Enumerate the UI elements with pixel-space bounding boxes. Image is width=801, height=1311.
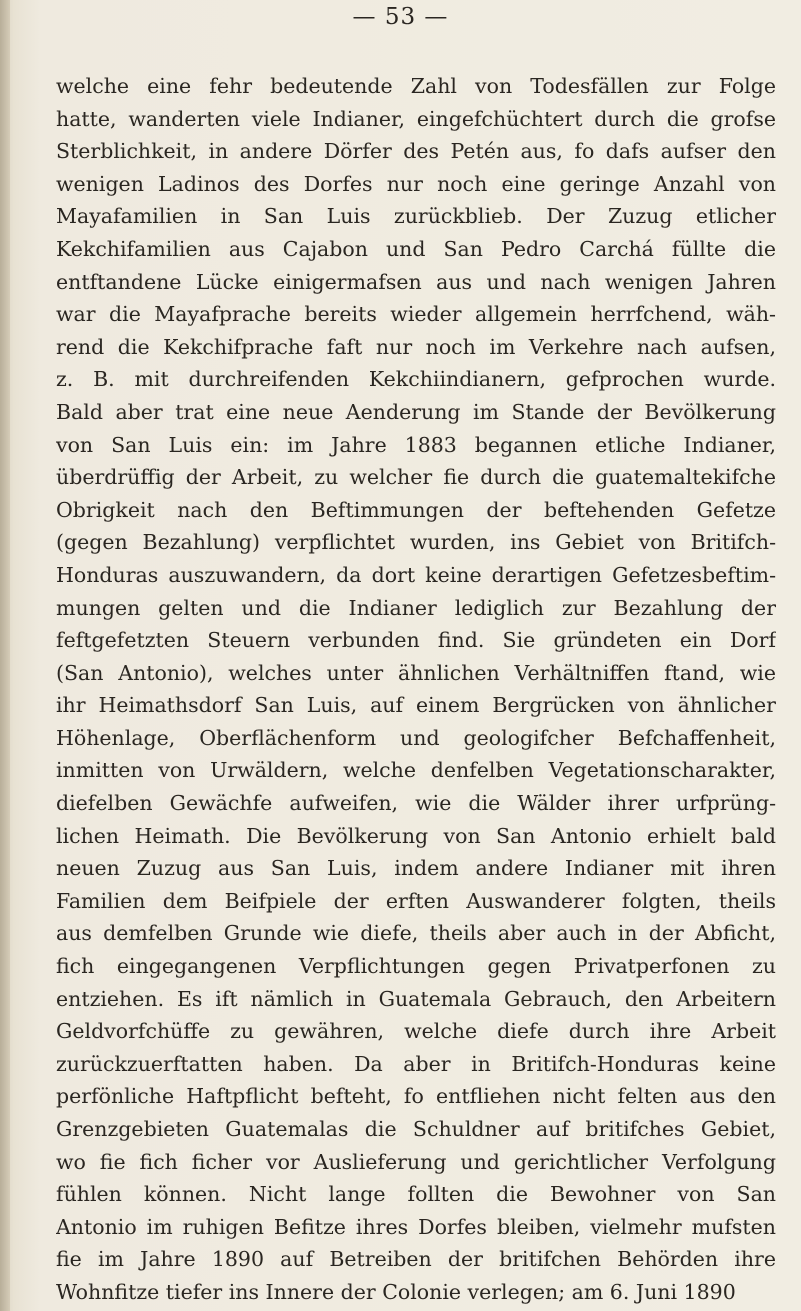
text-line: lichen Heimath. Die Bevölkerung von San Antonio erhielt bald [56,823,776,848]
body-text [56,70,776,1309]
text-line: rend die Kekchifprache faft nur noch im Verkehre nach aufsen, [56,334,776,359]
text-line: Mayafamilien in San Luis zurückblieb. Der Zuzug etlicher [56,204,776,229]
text-line: Wohnfitze tiefer ins Innere der Colonie verlegen; am 6. Juni 1890 [56,1279,736,1304]
text-line: ihr Heimathsdorf San Luis, auf einem Bergrücken von ähnlicher [56,693,776,718]
text-line: welche eine fehr bedeutende Zahl von Todesfällen zur Folge [56,74,776,98]
page-number: — 53 — [352,4,449,30]
text-line: Kekchifamilien aus Cajabon und San Pedro Carchá füllte die [56,236,776,261]
text-line: fich eingegangenen Verpflichtungen gegen Privatperfonen zu [56,954,776,979]
text-line: perfönliche Haftpflicht befteht, fo entfliehen nicht felten aus den [56,1084,776,1109]
text-line: Höhenlage, Oberflächenform und geologifcher Befchaffenheit, [56,725,776,750]
text-line: Bald aber trat eine neue Aenderung im Stande der Bevölkerung [56,399,776,424]
text-line: Antonio im ruhigen Befitze ihres Dorfes bleiben, vielmehr mufsten [56,1214,776,1239]
text-line: inmitten von Urwäldern, welche denfelben Vegetationscharakter, [56,758,776,783]
text-line: neuen Zuzug aus San Luis, indem andere Indianer mit ihren [56,856,776,881]
text-line: (San Antonio), welches unter ähnlichen Verhältniffen ftand, wie [56,660,776,685]
text-line: feftgefetzten Steuern verbunden find. Sie gründeten ein Dorf [56,628,776,653]
text-line: mungen gelten und die Indianer lediglich zur Bezahlung der [56,595,776,620]
text-line: entftandene Lücke einigermafsen aus und nach wenigen Jahren [56,269,776,294]
text-line: wenigen Ladinos des Dorfes nur noch eine geringe Anzahl von [56,171,776,196]
text-line: zurückzuerftatten haben. Da aber in Britifch-Honduras keine [56,1051,776,1076]
text-line: von San Luis ein: im Jahre 1883 begannen etliche Indianer, [56,432,776,457]
text-line: überdrüffig der Arbeit, zu welcher fie durch die guatemaltekifche [56,465,776,490]
text-line: Honduras auszuwandern, da dort keine derartigen Gefetzesbeftim- [56,562,776,587]
text-line: Familien dem Beifpiele der erften Auswanderer folgten, theils [56,888,776,913]
text-line: hatte, wanderten viele Indianer, eingefchüchtert durch die grofse [56,106,776,131]
text-line: Grenzgebieten Guatemalas die Schuldner auf britifches Gebiet, [56,1117,776,1141]
text-line: entziehen. Es ift nämlich in Guatemala Gebrauch, den Arbeitern [56,986,776,1011]
text-line: aus demfelben Grunde wie diefe, theils aber auch in der Abficht, [56,921,776,946]
text-line: fühlen können. Nicht lange follten die Bewohner von San [56,1182,776,1207]
text-line: Sterblichkeit, in andere Dörfer des Petén aus, fo dafs aufser den [56,139,776,164]
text-line: (gegen Bezahlung) verpflichtet wurden, ins Gebiet von Britifch- [56,530,776,555]
text-line: z. B. mit durchreifenden Kekchiindianern, gefprochen wurde. [56,367,776,392]
text-line: fie im Jahre 1890 auf Betreiben der britifchen Behörden ihre [56,1247,776,1272]
text-line: war die Mayafprache bereits wieder allgemein herrfchend, wäh- [56,302,776,327]
text-line: Geldvorfchüffe zu gewähren, welche diefe durch ihre Arbeit [56,1019,776,1044]
text-line: wo fie fich ficher vor Auslieferung und gerichtlicher Verfolgung [56,1149,776,1174]
text-line: Obrigkeit nach den Beftimmungen der beftehenden Gefetze [56,497,776,522]
text-line: diefelben Gewächfe aufweifen, wie die Wälder ihrer urfprüng- [56,791,776,816]
page-binding-edge [0,0,10,1311]
